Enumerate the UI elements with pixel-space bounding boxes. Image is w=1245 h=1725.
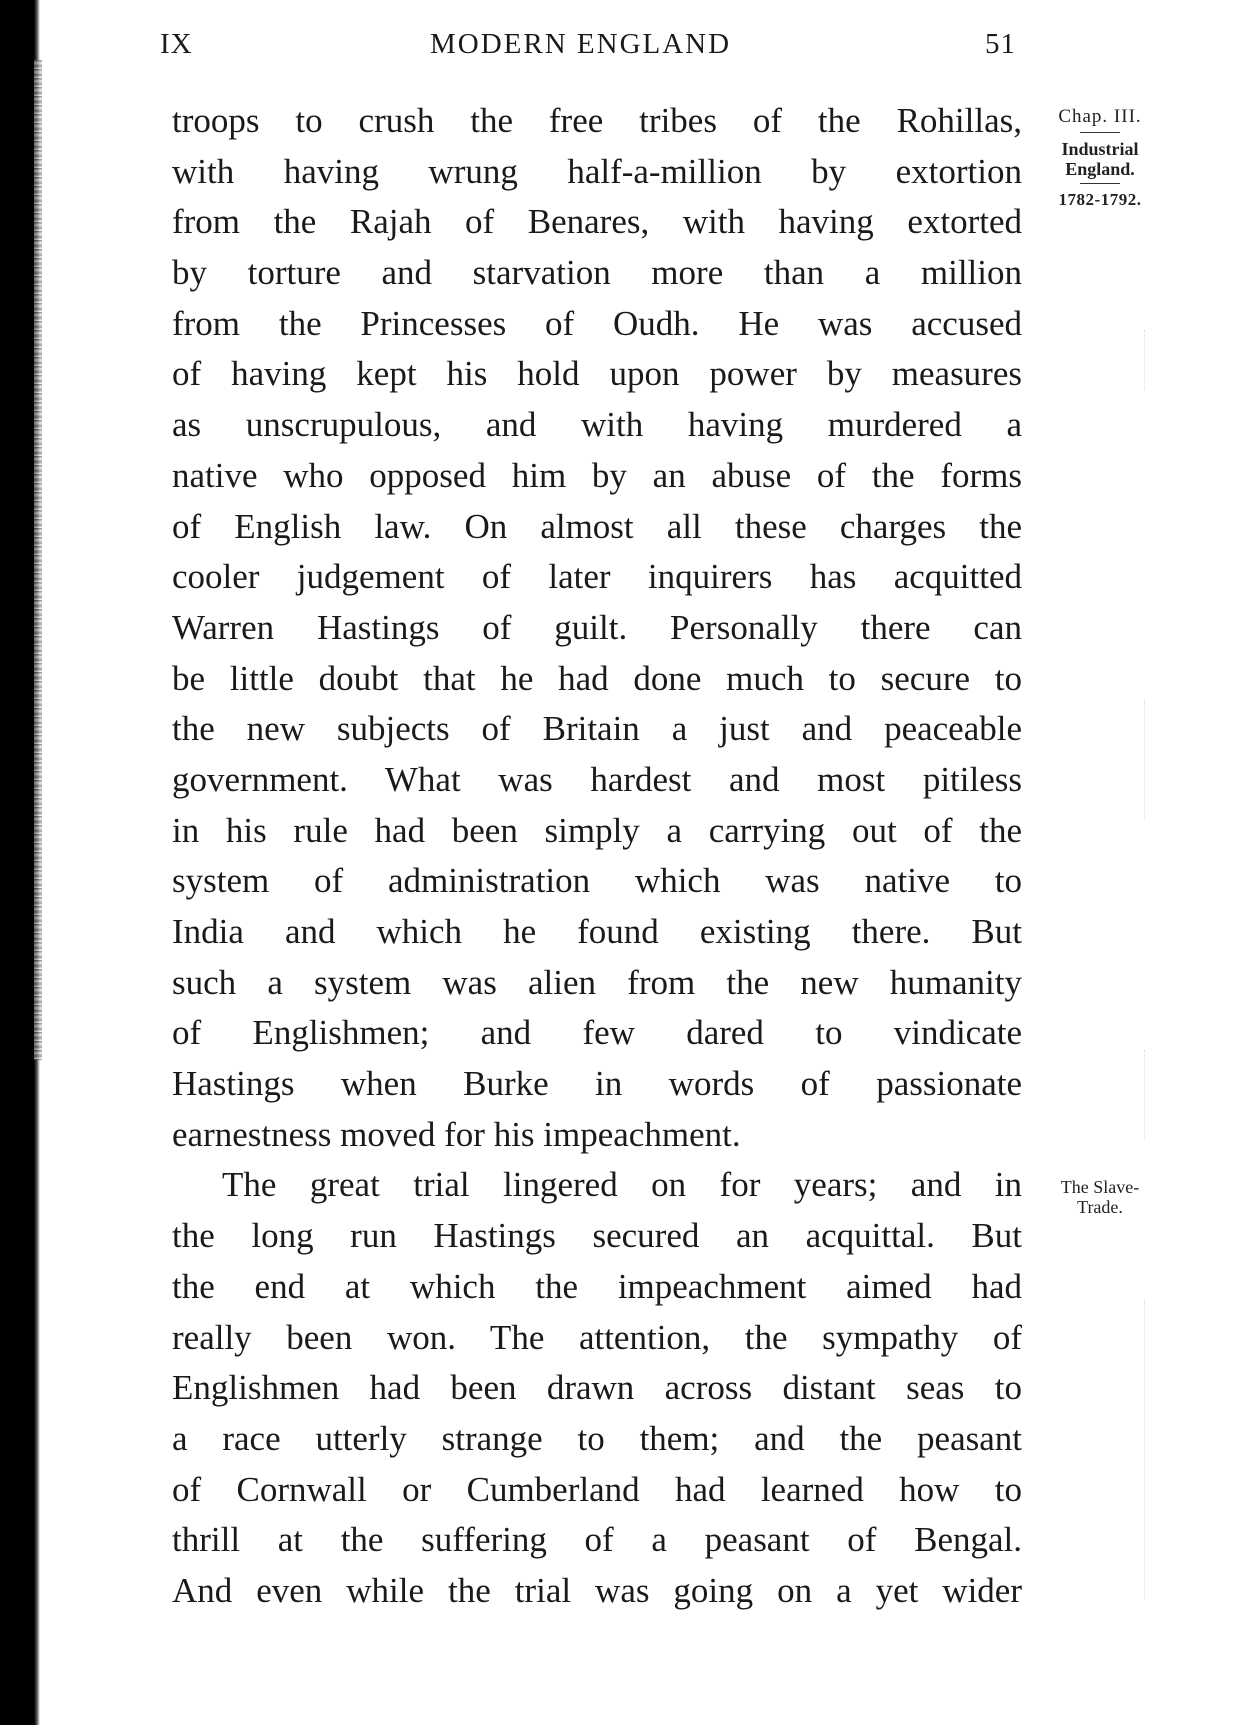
text-line: from the Princesses of Oudh. He was accused: [172, 303, 1022, 343]
text-line: native who opposed him by an abuse of the forms: [172, 455, 1022, 495]
text-line: government. What was hardest and most pitiless: [172, 759, 1022, 799]
chapter-label: Chap. III.: [1058, 106, 1142, 127]
text-line: the new subjects of Britain a just and peaceable: [172, 709, 1022, 749]
text-line: The great trial lingered on for years; and in: [222, 1165, 1022, 1205]
text-line: Warren Hastings of guilt. Personally there can: [172, 607, 1022, 647]
body-text: [172, 96, 1022, 1617]
text-line: be little doubt that he had done much to secure to: [172, 658, 1022, 698]
divider: [1080, 183, 1120, 184]
scan-speckle: [1144, 1050, 1205, 1140]
text-line: the end at which the impeachment aimed had: [172, 1266, 1022, 1306]
text-line: in his rule had been simply a carrying out of the: [172, 810, 1022, 850]
text-line: really been won. The attention, the sympathy of: [172, 1317, 1022, 1357]
section-label-line-1: Industrial: [1061, 139, 1139, 159]
scan-speckle: [1144, 700, 1205, 820]
text-line: thrill at the suffering of a peasant of Bengal.: [172, 1520, 1022, 1560]
paragraph: [172, 1160, 1022, 1616]
text-line: as unscrupulous, and with having murdered a: [172, 405, 1022, 445]
side-note-line-2: Trade.: [1077, 1197, 1123, 1217]
text-line: of English law. On almost all these charges the: [172, 506, 1022, 546]
text-line: a race utterly strange to them; and the peasant: [172, 1418, 1022, 1458]
date-range: 1782-1792.: [1058, 190, 1142, 209]
divider: [1080, 132, 1120, 133]
text-line: India and which he found existing there. But: [172, 912, 1022, 951]
text-line: of Cornwall or Cumberland had learned how to: [172, 1469, 1022, 1509]
section-label-line-2: England.: [1065, 159, 1135, 179]
page-number: 51: [985, 28, 1016, 60]
text-line: the long run Hastings secured an acquittal. But: [172, 1216, 1022, 1256]
text-line: by torture and starvation more than a million: [172, 253, 1022, 293]
running-head: [160, 22, 1030, 66]
text-line: with having wrung half-a-million by extortion: [172, 151, 1022, 191]
text-line: such a system was alien from the new humanity: [172, 962, 1022, 1002]
scan-speckle: [1144, 1300, 1205, 1600]
text-line: Hastings when Burke in words of passionate: [172, 1064, 1022, 1104]
book-title: MODERN ENGLAND: [430, 28, 732, 60]
paragraph: [172, 96, 1022, 1160]
text-line: And even while the trial was going on a yet wider: [172, 1570, 1022, 1610]
chapter-side-note: [1030, 106, 1170, 210]
chapter-number: IX: [160, 28, 193, 60]
text-line: of Englishmen; and few dared to vindicate: [172, 1013, 1022, 1053]
text-line: troops to crush the free tribes of the Rohillas,: [172, 101, 1022, 140]
scan-speckle: [1144, 330, 1205, 390]
text-line: from the Rajah of Benares, with having extorted: [172, 202, 1022, 242]
text-line: earnestness moved for his impeachment.: [172, 1114, 741, 1154]
text-line: cooler judgement of later inquirers has acquitted: [172, 557, 1022, 597]
text-line: Englishmen had been drawn across distant seas to: [172, 1368, 1022, 1408]
text-line: of having kept his hold upon power by measures: [172, 354, 1022, 394]
side-note-line-1: The Slave-: [1060, 1177, 1140, 1197]
binding-edge: [0, 0, 40, 1725]
slave-trade-side-note: [1030, 1177, 1170, 1217]
text-line: system of administration which was native to: [172, 861, 1022, 901]
